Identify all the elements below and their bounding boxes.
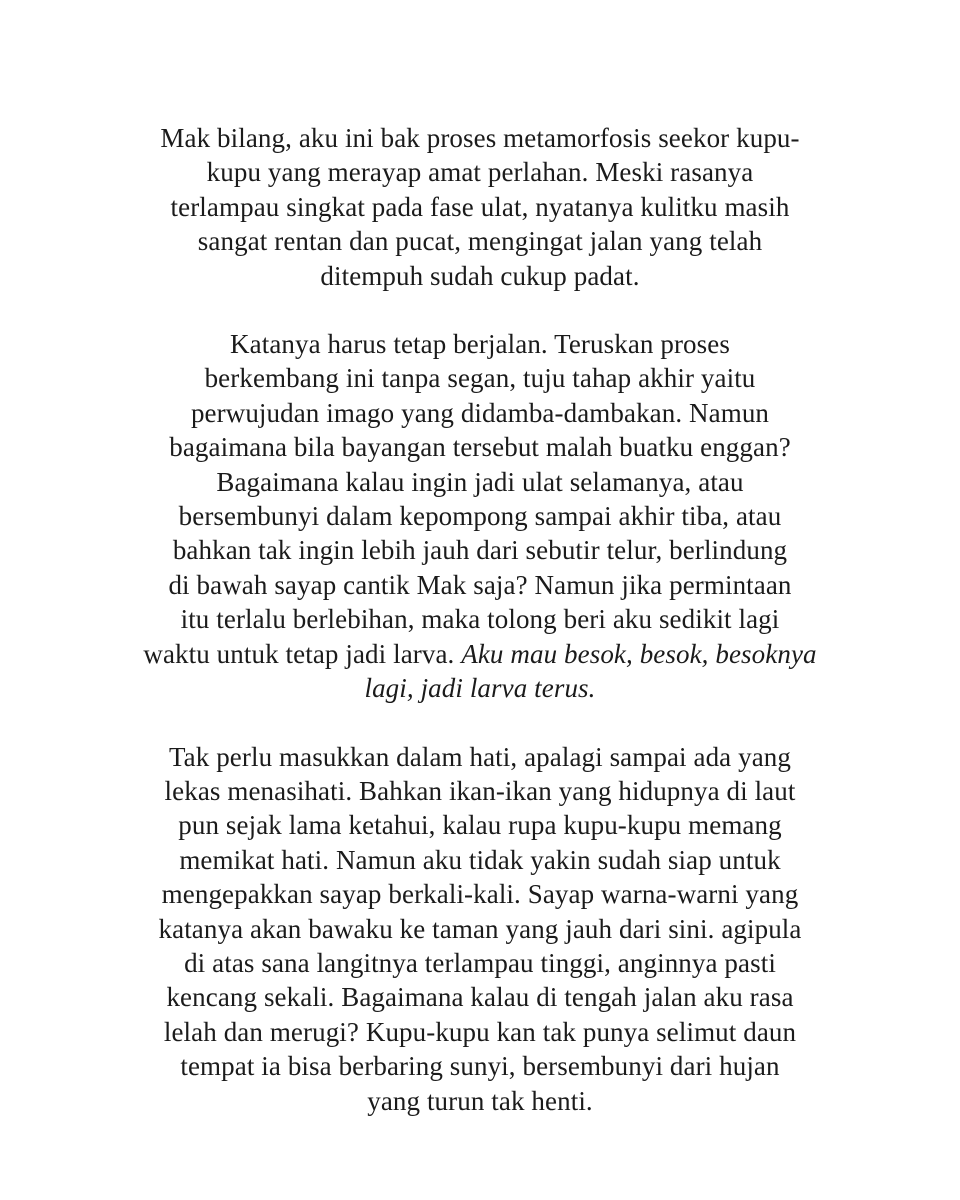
paragraph-1	[100, 121, 860, 293]
text-line	[100, 1015, 860, 1049]
text-run: Tak perlu masukkan dalam hati, apalagi sampai ada yang	[168, 741, 792, 772]
text-line	[100, 327, 860, 361]
document-page	[0, 121, 960, 1118]
text-line	[100, 499, 860, 533]
text-run: yang turun tak henti.	[367, 1085, 593, 1116]
text-line	[100, 568, 860, 602]
text-run: waktu untuk tetap jadi larva.	[143, 638, 462, 669]
text-run: katanya akan bawaku ke taman yang jauh dari sini. agipula	[158, 913, 802, 944]
text-run: mengepakkan sayap berkali-kali. Sayap warna-warni yang	[161, 879, 799, 910]
italic-text-run: Aku mau besok, besok, besoknya	[461, 638, 817, 669]
text-line	[100, 224, 860, 258]
paragraph-2	[100, 327, 860, 705]
text-line	[100, 637, 860, 671]
text-line	[100, 980, 860, 1014]
text-line	[100, 259, 860, 293]
text-line	[100, 602, 860, 636]
text-line	[100, 121, 860, 155]
text-run: ditempuh sudah cukup padat.	[320, 260, 640, 291]
text-line	[100, 361, 860, 395]
text-run: Katanya harus tetap berjalan. Teruskan proses	[230, 329, 730, 360]
text-line	[100, 190, 860, 224]
text-line	[100, 808, 860, 842]
text-line	[100, 877, 860, 911]
text-run: bagaimana bila bayangan tersebut malah buatku enggan?	[169, 432, 791, 463]
text-line	[100, 740, 860, 774]
text-line	[100, 396, 860, 430]
text-run: perwujudan imago yang didamba-dambakan. Namun	[190, 397, 770, 428]
text-run: berkembang ini tanpa segan, tuju tahap akhir yaitu	[204, 363, 756, 394]
text-run: Mak bilang, aku ini bak proses metamorfosis seekor kupu-	[160, 123, 800, 153]
text-run: kencang sekali. Bagaimana kalau di tengah jalan aku rasa	[166, 982, 794, 1013]
text-run: bahkan tak ingin lebih jauh dari sebutir telur, berlindung	[172, 535, 788, 566]
text-run: Bagaimana kalau ingin jadi ulat selamanya, atau	[216, 466, 744, 497]
text-run: kupu yang merayap amat perlahan. Meski rasanya	[206, 157, 754, 188]
text-run: di bawah sayap cantik Mak saja? Namun jika permintaan	[168, 569, 792, 600]
text-line	[100, 912, 860, 946]
text-line	[100, 155, 860, 189]
text-line	[100, 671, 860, 705]
text-run: lelah dan merugi? Kupu-kupu kan tak punya selimut daun	[163, 1016, 797, 1047]
text-line	[100, 1084, 860, 1118]
text-run: terlampau singkat pada fase ulat, nyatanya kulitku masih	[170, 191, 790, 222]
text-run: lekas menasihati. Bahkan ikan-ikan yang hidupnya di laut	[164, 775, 796, 806]
paragraph-3	[100, 740, 860, 1118]
text-run: pun sejak lama ketahui, kalau rupa kupu-kupu memang	[178, 810, 782, 841]
text-run: memikat hati. Namun aku tidak yakin sudah siap untuk	[179, 844, 781, 875]
text-line	[100, 843, 860, 877]
text-run: itu terlalu berlebihan, maka tolong beri aku sedikit lagi	[180, 604, 780, 635]
text-line	[100, 465, 860, 499]
text-line	[100, 774, 860, 808]
italic-text-run: lagi, jadi larva terus.	[364, 673, 596, 704]
text-run: tempat ia bisa berbaring sunyi, bersembunyi dari hujan	[180, 1051, 780, 1082]
text-run: sangat rentan dan pucat, mengingat jalan yang telah	[197, 226, 763, 257]
text-line	[100, 430, 860, 464]
text-run: bersembunyi dalam kepompong sampai akhir tiba, atau	[178, 501, 782, 532]
text-run: di atas sana langitnya terlampau tinggi, anginnya pasti	[184, 947, 776, 978]
text-line	[100, 946, 860, 980]
text-line	[100, 533, 860, 567]
text-line	[100, 1049, 860, 1083]
